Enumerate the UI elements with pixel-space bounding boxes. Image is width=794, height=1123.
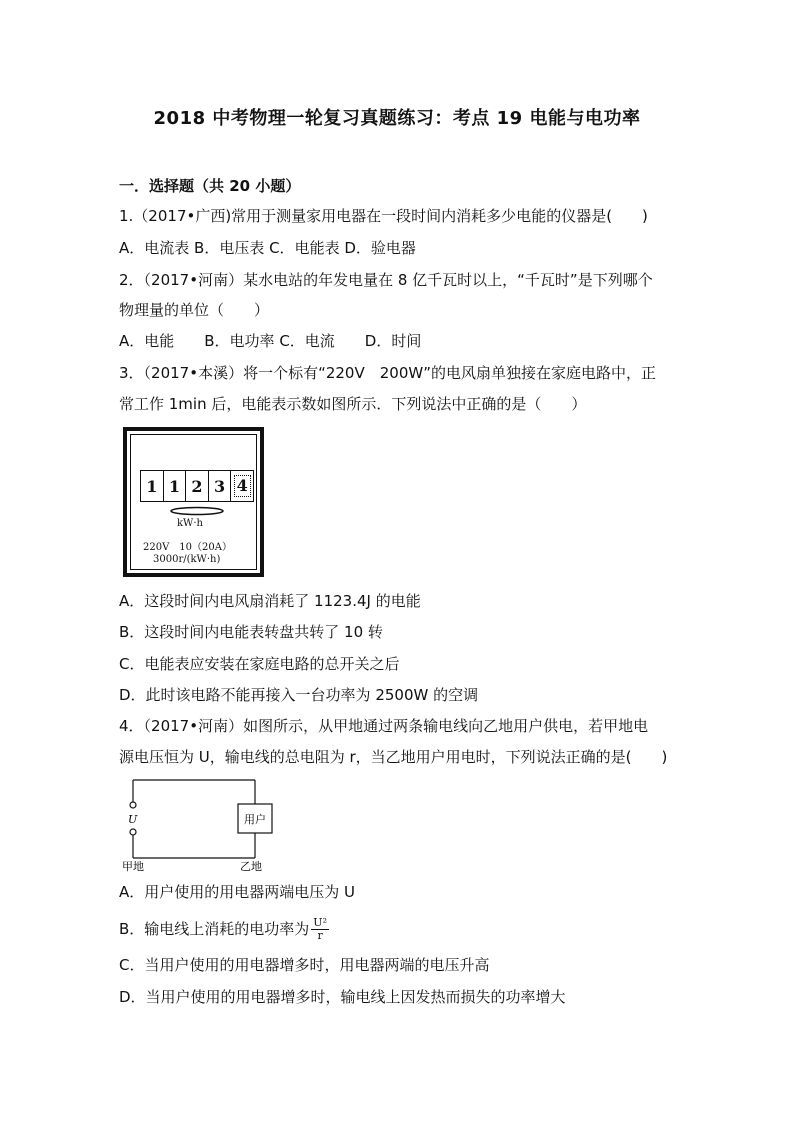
section-heading: 一．选择题（共 20 小题） bbox=[119, 177, 301, 195]
meter-digit: 3 bbox=[209, 471, 232, 501]
power-line-circuit-figure bbox=[119, 776, 279, 874]
meter-digit: 1 bbox=[164, 471, 187, 501]
q3-option-b: B．这段时间内电能表转盘共转了 10 转 bbox=[119, 623, 383, 641]
q4-option-d: D．当用户使用的用电器增多时，输电线上因发热而损失的功率增大 bbox=[119, 988, 566, 1006]
q1-stem: 1.（2017•广西)常用于测量家用电器在一段时间内消耗多少电能的仪器是( ) bbox=[119, 207, 648, 225]
meter-spec-rating: 220V 10（20A） bbox=[143, 542, 232, 553]
q4-stem-line1: 4．（2017•河南）如图所示，从甲地通过两条输电线向乙地用户供电，若甲地电 bbox=[119, 717, 649, 735]
page-title: 2018 中考物理一轮复习真题练习：考点 19 电能与电功率 bbox=[153, 108, 641, 129]
meter-digit-window bbox=[140, 470, 254, 502]
terminal-top-icon bbox=[130, 802, 136, 808]
q4-option-c: C．当用户使用的用电器增多时，用电器两端的电压升高 bbox=[119, 956, 490, 974]
meter-decimal-value: 4 bbox=[234, 475, 251, 497]
meter-digit: 2 bbox=[186, 471, 209, 501]
q4-option-a: A．用户使用的用电器两端电压为 U bbox=[119, 883, 356, 901]
q3-stem-line1: 3．（2017•本溪）将一个标有“220V 200W”的电风扇单独接在家庭电路中，正 bbox=[119, 364, 656, 382]
q3-option-d: D．此时该电路不能再接入一台功率为 2500W 的空调 bbox=[119, 686, 479, 704]
q3-option-c: C．电能表应安装在家庭电路的总开关之后 bbox=[119, 655, 400, 673]
fraction-numerator: U² bbox=[313, 916, 327, 929]
place-a-label: 甲地 bbox=[122, 860, 144, 873]
q2-stem-line2: 物理量的单位（ ） bbox=[119, 301, 270, 319]
voltage-label: U bbox=[128, 813, 138, 826]
meter-disc-icon bbox=[169, 506, 225, 516]
q4-option-b-text: B．输电线上消耗的电功率为 bbox=[119, 920, 310, 938]
meter-digit: 1 bbox=[141, 471, 164, 501]
q2-options: A．电能 B．电功率 C．电流 D．时间 bbox=[119, 332, 422, 350]
meter-decimal-digit bbox=[231, 471, 253, 501]
q1-options: A．电流表 B．电压表 C．电能表 D．验电器 bbox=[119, 239, 416, 257]
q2-stem-line1: 2．（2017•河南）某水电站的年发电量在 8 亿千瓦时以上，“千瓦时”是下列哪个 bbox=[119, 271, 653, 289]
q4-option-b bbox=[119, 916, 329, 942]
power-fraction bbox=[311, 917, 329, 942]
q4-stem-line2: 源电压恒为 U，输电线的总电阻为 r，当乙地用户用电时，下列说法正确的是( ) bbox=[119, 748, 668, 766]
q3-option-a: A．这段时间内电风扇消耗了 1123.4J 的电能 bbox=[119, 592, 421, 610]
place-b-label: 乙地 bbox=[240, 860, 262, 873]
meter-spec-constant: 3000r/(kW·h) bbox=[153, 554, 221, 565]
q3-stem-line2: 常工作 1min 后，电能表示数如图所示．下列说法中正确的是（ ） bbox=[119, 395, 587, 413]
electric-meter-figure bbox=[123, 427, 264, 577]
fraction-denominator: r bbox=[317, 929, 323, 942]
user-load-label: 用户 bbox=[244, 813, 266, 826]
meter-unit: kW·h bbox=[177, 518, 203, 529]
meter-panel bbox=[130, 434, 257, 570]
terminal-bottom-icon bbox=[130, 829, 136, 835]
